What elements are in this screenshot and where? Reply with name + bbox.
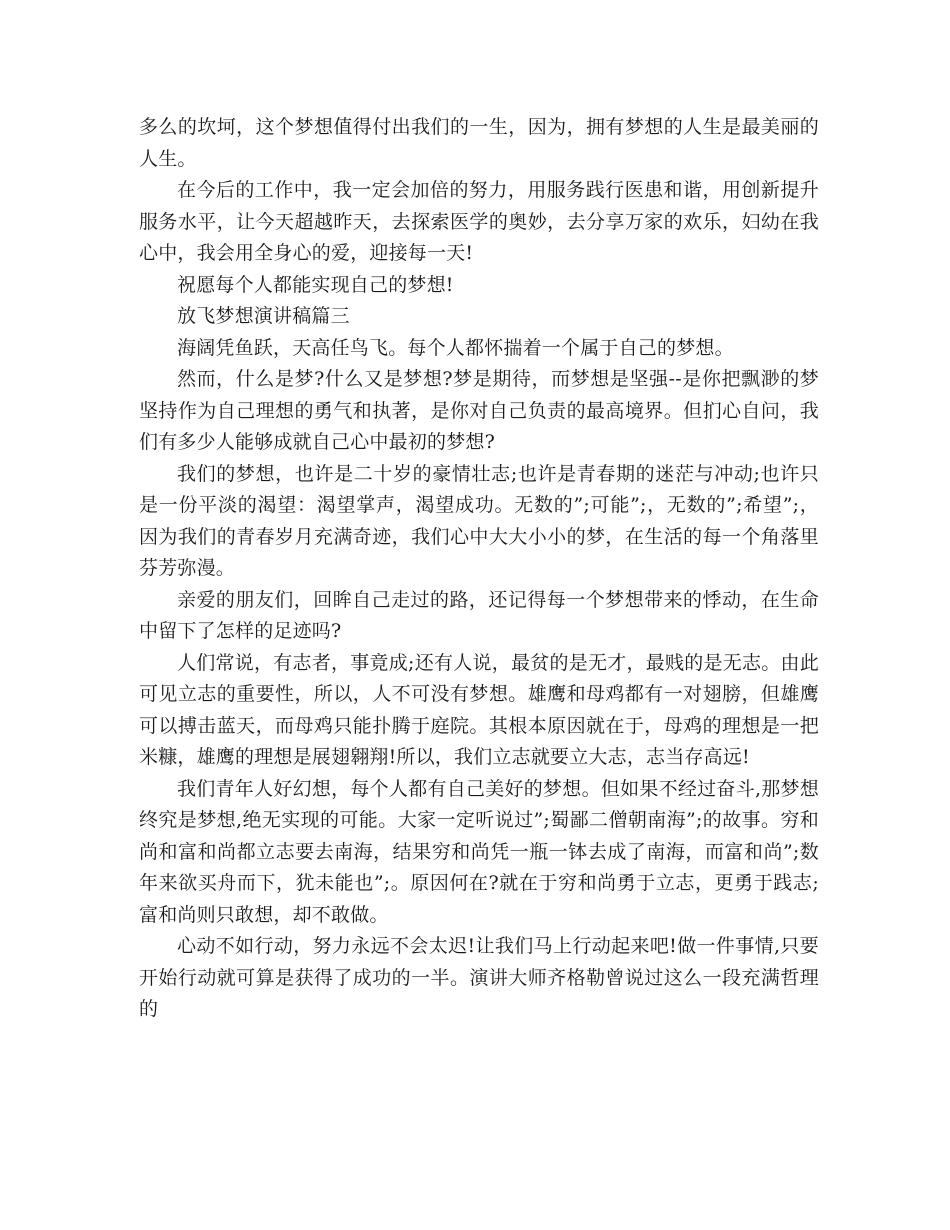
paragraph-continued: 多么的坎坷，这个梦想值得付出我们的一生，因为，拥有梦想的人生是最美丽的人生。	[139, 116, 819, 170]
paragraph: 在今后的工作中，我一定会加倍的努力，用服务践行医患和谐，用创新提升服务水平，让今天超越昨天，去探索医学的奥妙，去分享万家的欢乐，妇幼在我心中，我会用全身心的爱，迎接每一天!	[139, 179, 819, 264]
paragraph: 祝愿每个人都能实现自己的梦想!	[177, 273, 454, 296]
section-heading: 放飞梦想演讲稿篇三	[177, 305, 350, 327]
document-body	[139, 112, 819, 1026]
paragraph: 我们的梦想，也许是二十岁的豪情壮志;也许是青春期的迷茫与冲动;也许只是一份平淡的渴望：渴望掌声，渴望成功。无数的”;可能”;，无数的”;希望”;，因为我们的青春岁月充满奇迹，我们心中大大小小的梦，在生活的每一个角落里芬芳弥漫。	[139, 462, 819, 579]
paragraph: 人们常说，有志者，事竟成;还有人说，最贫的是无才，最贱的是无志。由此可见立志的重要性，所以，人不可没有梦想。雄鹰和母鸡都有一对翅膀，但雄鹰可以搏击蓝天，而母鸡只能扑腾于庭院。其根本原因就在于，母鸡的理想是一把米糠，雄鹰的理想是展翅翱翔!所以，我们立志就要立大志，志当存高远!	[139, 651, 819, 768]
paragraph: 我们青年人好幻想，每个人都有自己美好的梦想。但如果不经过奋斗,那梦想终究是梦想,绝无实现的可能。大家一定听说过”;蜀鄙二僧朝南海”;的故事。穷和尚和富和尚都立志要去南海，结果穷和尚凭一瓶一钵去成了南海，而富和尚”;数年来欲买舟而下，犹未能也”;。原因何在?就在于穷和尚勇于立志，更勇于践志;富和尚则只敢想，却不敢做。	[139, 777, 819, 926]
paragraph: 海阔凭鱼跃，天高任鸟飞。每个人都怀揣着一个属于自己的梦想。	[177, 336, 734, 359]
paragraph: 亲爱的朋友们，回眸自己走过的路，还记得每一个梦想带来的悸动，在生命中留下了怎样的足迹吗?	[139, 588, 819, 642]
paragraph: 然而，什么是梦?什么又是梦想?梦是期待，而梦想是坚强--是你把飘渺的梦坚持作为自己理想的勇气和执著，是你对自己负责的最高境界。但扪心自问，我们有多少人能够成就自己心中最初的梦想?	[139, 368, 819, 453]
paragraph: 心动不如行动，努力永远不会太迟!让我们马上行动起来吧!做一件事情,只要开始行动就可算是获得了成功的一半。演讲大师齐格勒曾说过这么一段充满哲理的	[139, 935, 819, 1020]
